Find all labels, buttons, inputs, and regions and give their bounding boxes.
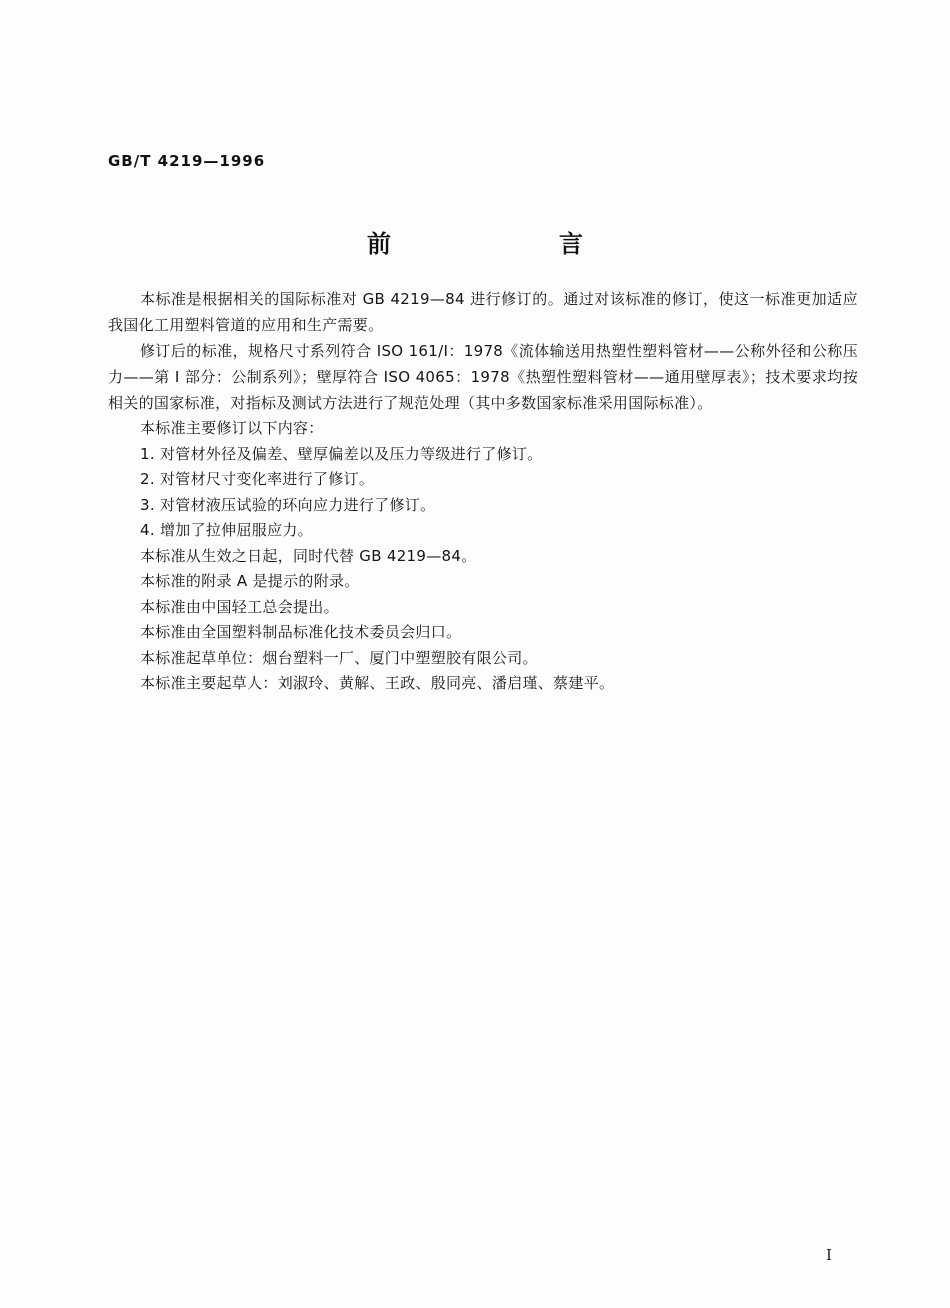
proposer-statement: 本标准由中国轻工总会提出。	[140, 597, 339, 616]
drafters-statement: 本标准主要起草人：刘淑玲、黄解、王政、殷同亮、潘启瑾、蔡建平。	[140, 674, 615, 692]
revision-intro: 本标准主要修订以下内容：	[140, 419, 324, 437]
revision-item: 2. 对管材尺寸变化率进行了修订。	[140, 470, 375, 488]
revision-item: 3. 对管材液压试验的环向应力进行了修订。	[140, 495, 436, 514]
standard-code: GB/T 4219—1996	[108, 152, 266, 170]
drafting-units-statement: 本标准起草单位：烟台塑料一厂、厦门中塑塑胶有限公司。	[140, 648, 538, 667]
revision-item: 1. 对管材外径及偏差、壁厚偏差以及压力等级进行了修订。	[140, 444, 543, 463]
preface-paragraph: 本标准是根据相关的国际标准对 GB 4219—84 进行修订的。通过对该标准的修订，使这一标准更加适应我国化工用塑料管道的应用和生产需要。	[108, 290, 858, 334]
preface-title: 前 言	[367, 230, 655, 258]
revision-item: 4. 增加了拉伸屈服应力。	[140, 521, 313, 539]
preface-body	[108, 286, 858, 697]
appendix-statement: 本标准的附录 A 是提示的附录。	[140, 572, 360, 590]
committee-statement: 本标准由全国塑料制品标准化技术委员会归口。	[140, 623, 462, 641]
replacement-statement: 本标准从生效之日起，同时代替 GB 4219—84。	[140, 546, 477, 565]
page-number: I	[826, 1246, 832, 1264]
preface-paragraph: 修订后的标准，规格尺寸系列符合 ISO 161/I：1978《流体输送用热塑性塑料管材——公称外径和公称压力——第 I 部分：公制系列》；壁厚符合 ISO 4065：1978《热塑性塑料管材——通用壁厚表》；技术要求均按相关的国家标准，对指标及测试方法进行了规范处理（其中多数国家标准采用国际标准）。	[108, 342, 858, 412]
